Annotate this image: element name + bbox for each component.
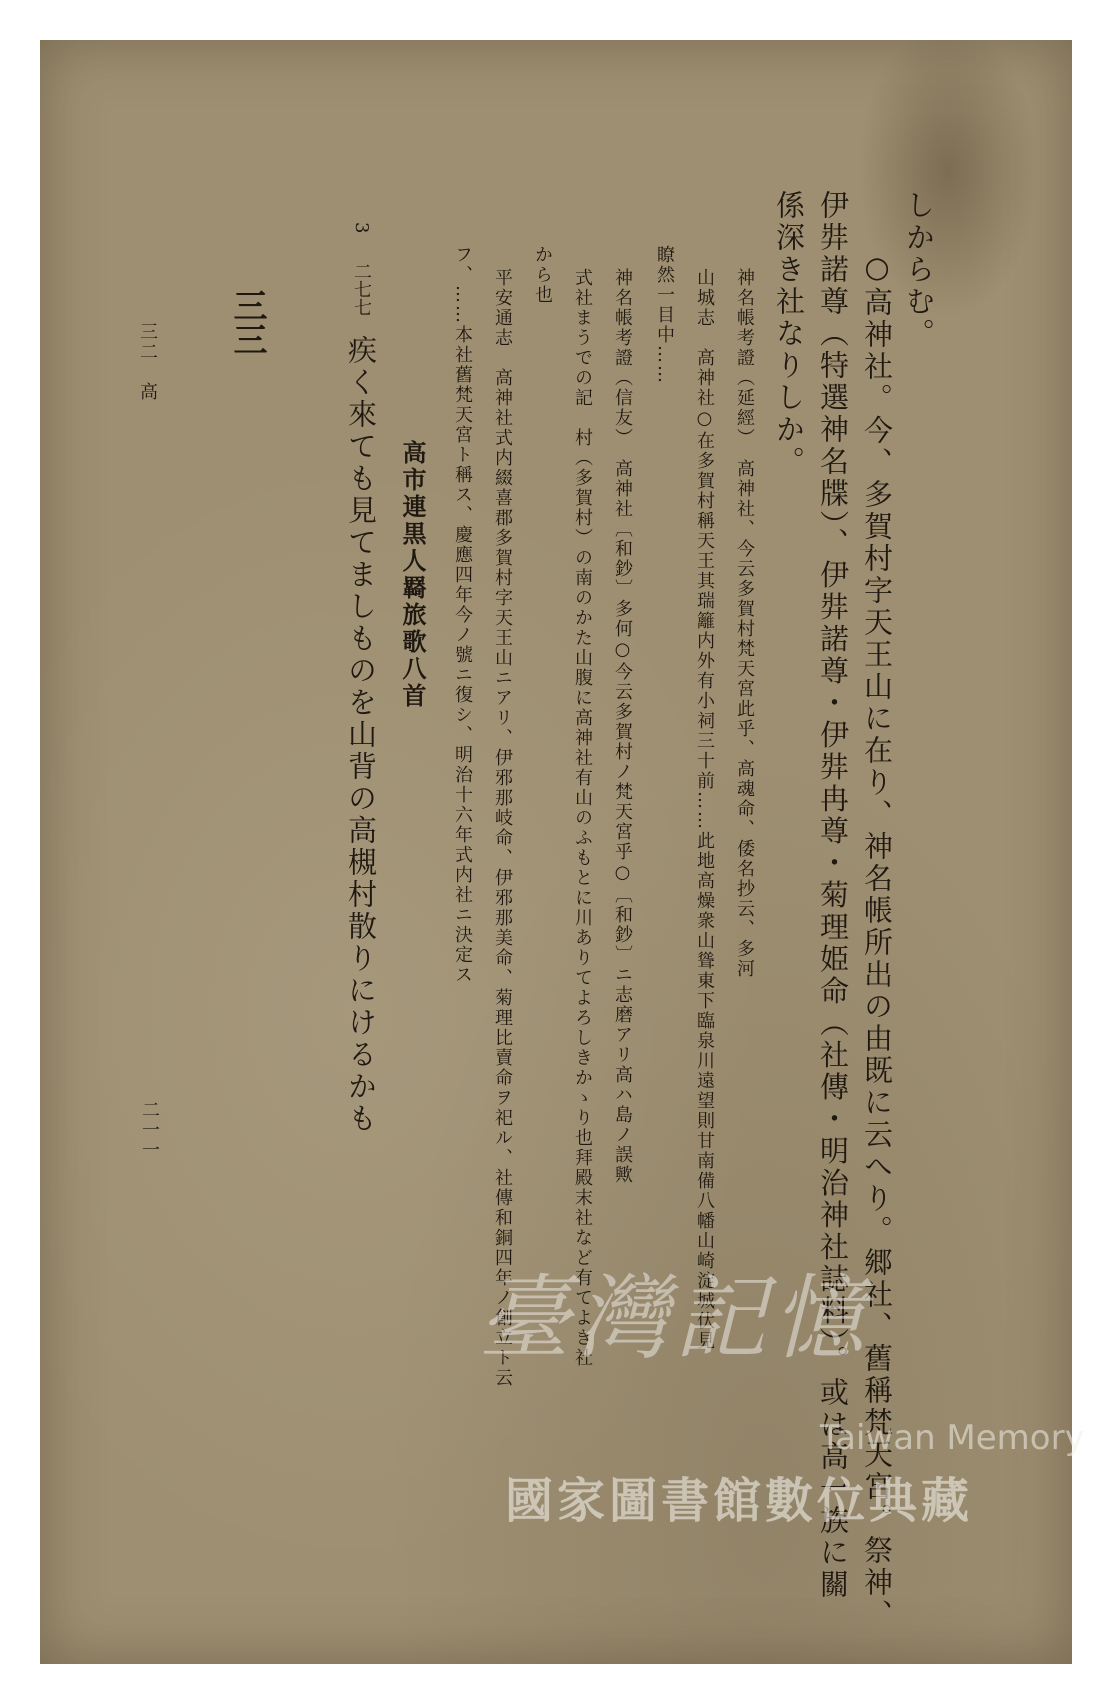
poem-text: 疾く來ても見てましものを山背の高槻村散りにけるかも (344, 335, 378, 1135)
quote-column: 瞭然一目中…… (654, 245, 675, 385)
watermark-chinese: 國家圖書館數位典藏 (505, 1473, 974, 1529)
quote-column: フ、……本社舊梵天宮ト稱ス、慶應四年今ノ號ニ復シ、明治十六年式内社ニ決定ス (452, 245, 473, 985)
watermark-logo: 臺灣記憶 (478, 1265, 871, 1372)
page-number: 二一一 (139, 1100, 160, 1160)
text-column: 係深き社なりしか。 (772, 190, 806, 478)
running-head: 三二 高 (137, 322, 158, 402)
text-column: 伊弉諾尊（特選神名牒）、伊弉諾尊・伊弉冉尊・菊理姫命（社傳・明治神社誌料）。或は高一族に關 (816, 190, 850, 1601)
section-mark: 三三 (227, 288, 267, 356)
quote-column: 神名帳考證（信友） 高神社〔和鈔〕多何○今云多賀村ノ梵天宮乎○〔和鈔〕ニ志磨アリ高ハ島ノ誤歟 (612, 268, 633, 1185)
poem-number: 二七七 (351, 262, 372, 316)
poem-sub-number: 3 (351, 222, 372, 234)
poem-heading: 高市連黒人羇旅歌八首 (398, 440, 427, 710)
quote-column: 山城志 高神社○在多賀村稱天王其瑞籬内外有小祠三十前……此地高燥衆山聳東下臨泉川遠望則甘南備八幡山崎淀城伏見 (694, 268, 715, 1351)
quote-column: から也 (532, 245, 553, 305)
quote-column: 平安通志 高神社式内綴喜郡多賀村字天王山ニアリ、伊邪那岐命、伊邪那美命、菊理比賣命ヲ祀ル、社傳和銅四年ノ創立ト云 (492, 268, 513, 1388)
text-column: ○高神社。今、多賀村字天王山に在り、神名帳所出の由既に云へり。郷社、舊稱梵天宮。祭神、 (860, 250, 894, 1631)
watermark-english: Taiwan Memory (820, 1418, 1085, 1458)
text-column: しからむ。 (902, 190, 936, 350)
quote-column: 神名帳考證（延經） 高神社、今云多賀村梵天宮此乎、高魂命、倭名抄云、多河 (734, 268, 755, 979)
quote-column: 式社まうでの記 村（多賀村）の南のかた山腹に高神社有山のふもとに川ありてよろしきかゝり也拜殿末社など有てよき社 (572, 268, 593, 1368)
